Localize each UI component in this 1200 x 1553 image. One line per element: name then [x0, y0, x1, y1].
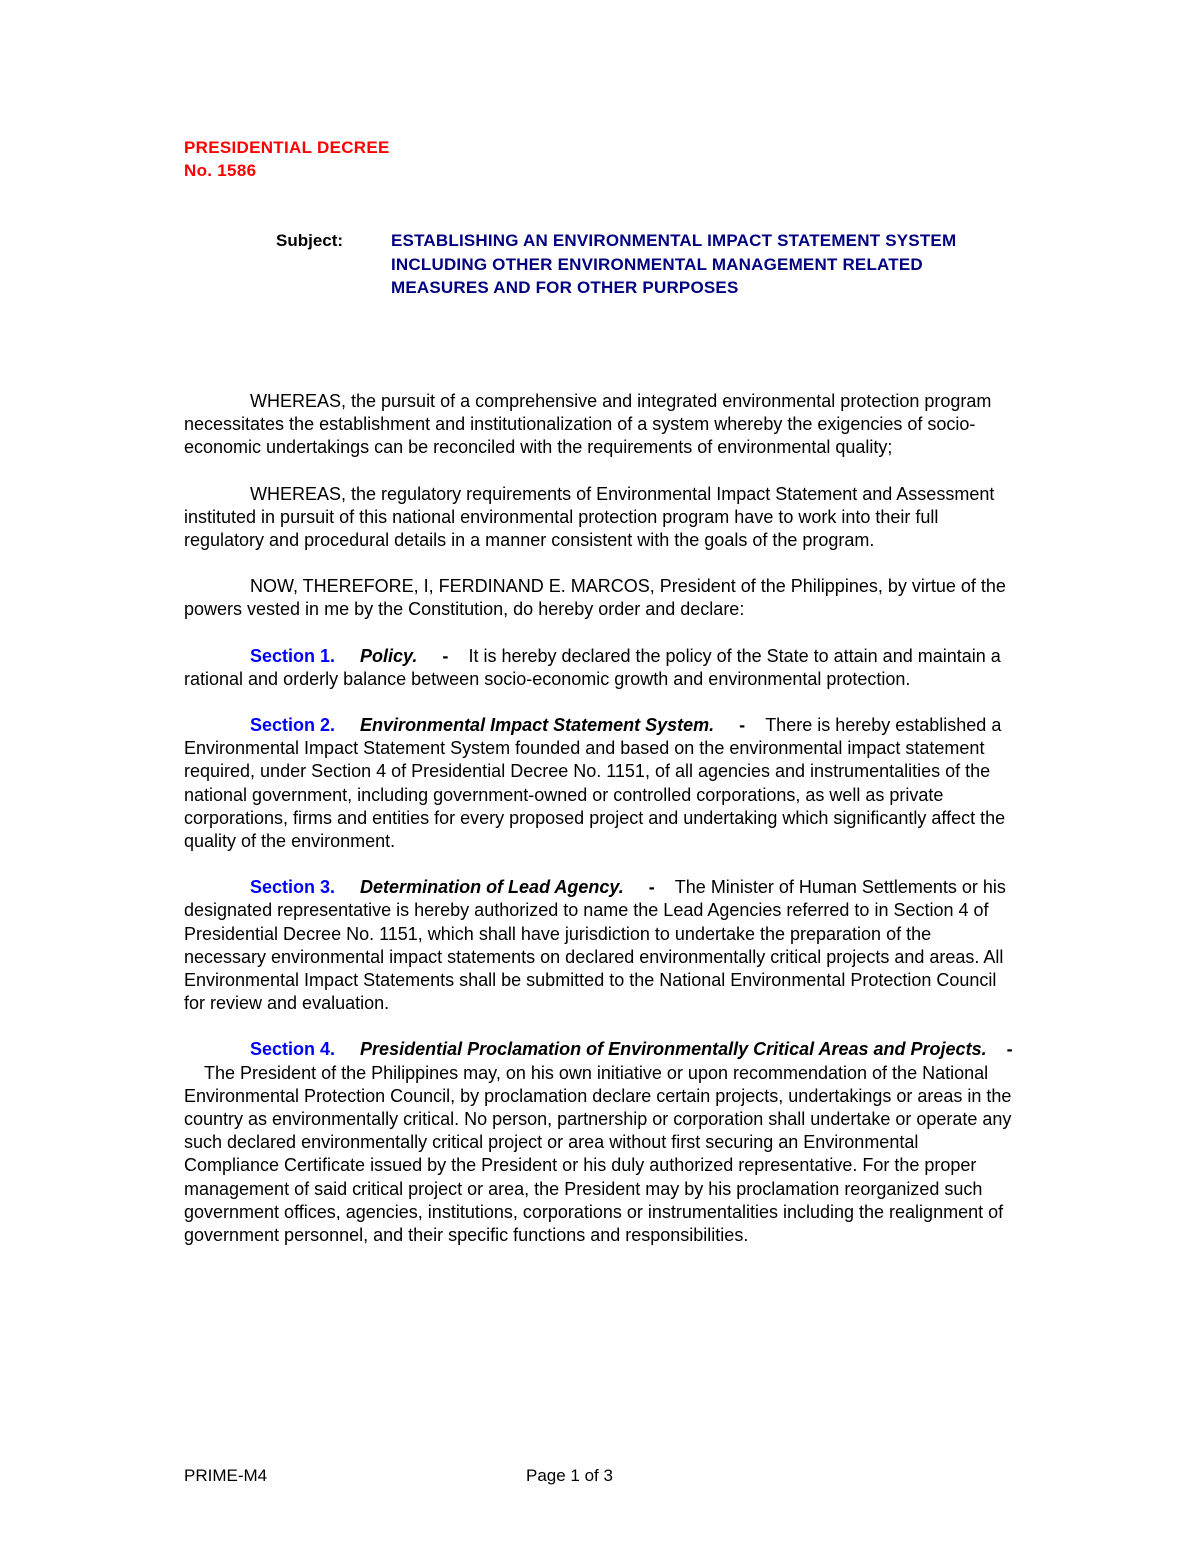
section-number: Section 2. — [250, 715, 336, 736]
decree-number: No. 1586 — [184, 161, 257, 180]
section-text: The Minister of Human Settlements or his designated representative is hereby authorized to name the Lead Agencies referred to in Section 4 of Presidential Decree No. 1151, which shall have jurisdiction to undertake the preparation of the necessary environmental impact statements on declared environmentally critical projects and areas. All Environmental Impact Statements shall be submitted to the National Environmental Protection Council for review and evaluation. — [184, 877, 1006, 1014]
section-dash: - — [442, 645, 449, 666]
section-dash: - — [648, 877, 655, 898]
section-number: Section 1. — [250, 645, 336, 666]
section-1 — [184, 645, 1014, 691]
whereas-paragraph-2 — [184, 483, 1014, 553]
section-number: Section 4. — [250, 1039, 336, 1060]
paragraph-text: WHEREAS, the regulatory requirements of Environmental Impact Statement and Assessment instituted in pursuit of this national environmental protection program have to work into their full regulatory and procedural details in a manner consistent with the goals of the program. — [184, 483, 995, 551]
section-number: Section 3. — [250, 877, 336, 898]
section-text: The President of the Philippines may, on his own initiative or upon recommendation of the National Environmental Protection Council, by proclamation declare certain projects, undertakings or areas in the country as environmentally critical. No person, partnership or corporation shall undertake or operate any such declared environmentally critical project or area without first securing an Environmental Compliance Certificate issued by the President or his duly authorized representative. For the proper management of said critical project or area, the President may by his proclamation reorganized such government offices, agencies, institutions, corporations or instrumentalities including the realignment of government personnel, and their specific functions and responsibilities. — [184, 1062, 1012, 1246]
section-title: Determination of Lead Agency. — [360, 877, 624, 898]
subject-label: Subject: — [276, 231, 344, 250]
section-dash: - — [739, 715, 746, 736]
therefore-paragraph — [184, 575, 1014, 621]
section-title: Policy. — [360, 645, 418, 666]
decree-title — [184, 136, 390, 182]
section-text: There is hereby established a Environmental Impact Statement System founded and based on the environmental impact statement required, under Section 4 of Presidential Decree No. 1151, of all agencies and instrumentalities of the national government, including government-owned or controlled corporations, as well as private corporations, firms and entities for every proposed project and undertaking which significantly affect the quality of the environment. — [184, 715, 1006, 852]
footer-page-number: Page 1 of 3 — [526, 1466, 613, 1485]
decree-title-line1: PRESIDENTIAL DECREE — [184, 138, 390, 157]
section-3 — [184, 876, 1014, 1015]
section-text: It is hereby declared the policy of the State to attain and maintain a rational and orderly balance between socio-economic growth and environmental protection. — [184, 645, 1001, 689]
paragraph-text: NOW, THEREFORE, I, FERDINAND E. MARCOS, President of the Philippines, by virtue of the powers vested in me by the Constitution, do hereby order and declare: — [184, 576, 1006, 620]
subject-text: ESTABLISHING AN ENVIRONMENTAL IMPACT STATEMENT SYSTEM INCLUDING OTHER ENVIRONMENTAL MANAGEMENT RELATED MEASURES AND FOR OTHER PURPOSES — [391, 231, 957, 297]
whereas-paragraph-1 — [184, 390, 1014, 460]
section-4 — [184, 1038, 1014, 1247]
section-title: Environmental Impact Statement System. — [360, 715, 715, 736]
paragraph-text: WHEREAS, the pursuit of a comprehensive and integrated environmental protection program necessitates the establishment and institutionalization of a system whereby the exigencies of socio-economic undertakings can be reconciled with the requirements of environmental quality; — [184, 391, 992, 458]
section-dash: - — [1006, 1039, 1013, 1060]
section-title: Presidential Proclamation of Environmentally Critical Areas and Projects. — [360, 1039, 987, 1060]
decree-body — [184, 390, 1014, 1270]
section-2 — [184, 714, 1014, 853]
footer-doc-id: PRIME-M4 — [184, 1466, 268, 1485]
